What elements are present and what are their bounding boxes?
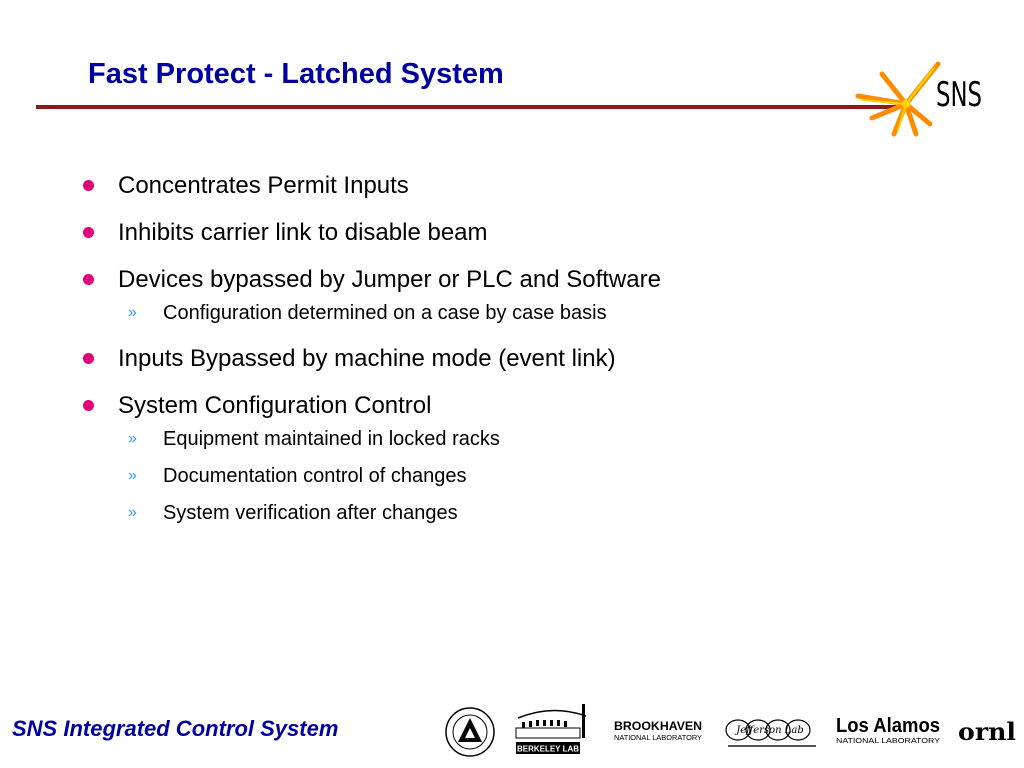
bullet-text: Concentrates Permit Inputs xyxy=(118,172,409,199)
argonne-logo xyxy=(444,704,496,760)
sub-bullet-item xyxy=(80,461,980,491)
brookhaven-text: BROOKHAVEN xyxy=(614,719,702,733)
sub-bullet-chevron-icon: » xyxy=(128,304,137,321)
sub-bullet-item xyxy=(80,298,980,328)
berkeley-lab-text: BERKELEY LAB xyxy=(516,744,580,754)
jefferson-lab-logo xyxy=(722,712,822,752)
title-rule xyxy=(36,105,896,109)
brookhaven-subtext: NATIONAL LABORATORY xyxy=(614,735,703,742)
sub-bullet-text: Documentation control of changes xyxy=(163,465,467,487)
sub-bullet-text: Equipment maintained in locked racks xyxy=(163,428,500,450)
slide-title: Fast Protect - Latched System xyxy=(88,58,504,90)
sub-bullet-item xyxy=(80,424,980,454)
bullet-dot-icon xyxy=(83,353,94,364)
bullet-text: Inputs Bypassed by machine mode (event link) xyxy=(118,345,616,372)
bullet-item xyxy=(80,388,980,424)
sub-bullet-chevron-icon: » xyxy=(128,430,137,447)
bullet-text: System Configuration Control xyxy=(118,392,432,419)
sub-bullet-chevron-icon: » xyxy=(128,504,137,521)
ornl-text: ornl xyxy=(958,717,1016,746)
bullet-list xyxy=(80,168,980,535)
los-alamos-text: Los Alamos xyxy=(836,715,940,737)
sub-bullet-text: System verification after changes xyxy=(163,502,458,524)
bullet-text: Devices bypassed by Jumper or PLC and Software xyxy=(118,266,661,293)
bullet-dot-icon xyxy=(83,400,94,411)
ornl-logo xyxy=(956,716,1018,746)
bullet-dot-icon xyxy=(83,180,94,191)
bullet-item xyxy=(80,215,980,251)
bullet-item xyxy=(80,262,980,298)
sub-bullet-chevron-icon: » xyxy=(128,467,137,484)
sns-logo xyxy=(846,54,996,138)
sub-bullet-text: Configuration determined on a case by case basis xyxy=(163,302,607,324)
bullet-text: Inhibits carrier link to disable beam xyxy=(118,219,488,246)
bullet-item xyxy=(80,341,980,377)
jefferson-lab-text: Jefferson Lab xyxy=(736,725,804,736)
los-alamos-logo xyxy=(834,714,944,746)
footer-title: SNS Integrated Control System xyxy=(12,716,339,741)
bullet-dot-icon xyxy=(83,227,94,238)
los-alamos-subtext: NATIONAL LABORATORY xyxy=(836,738,941,745)
sub-bullet-item xyxy=(80,498,980,528)
brookhaven-logo xyxy=(610,716,710,744)
sns-logo-text: SNS xyxy=(936,75,982,115)
bullet-item xyxy=(80,168,980,204)
berkeley-lab-logo xyxy=(512,700,598,760)
bullet-dot-icon xyxy=(83,274,94,285)
